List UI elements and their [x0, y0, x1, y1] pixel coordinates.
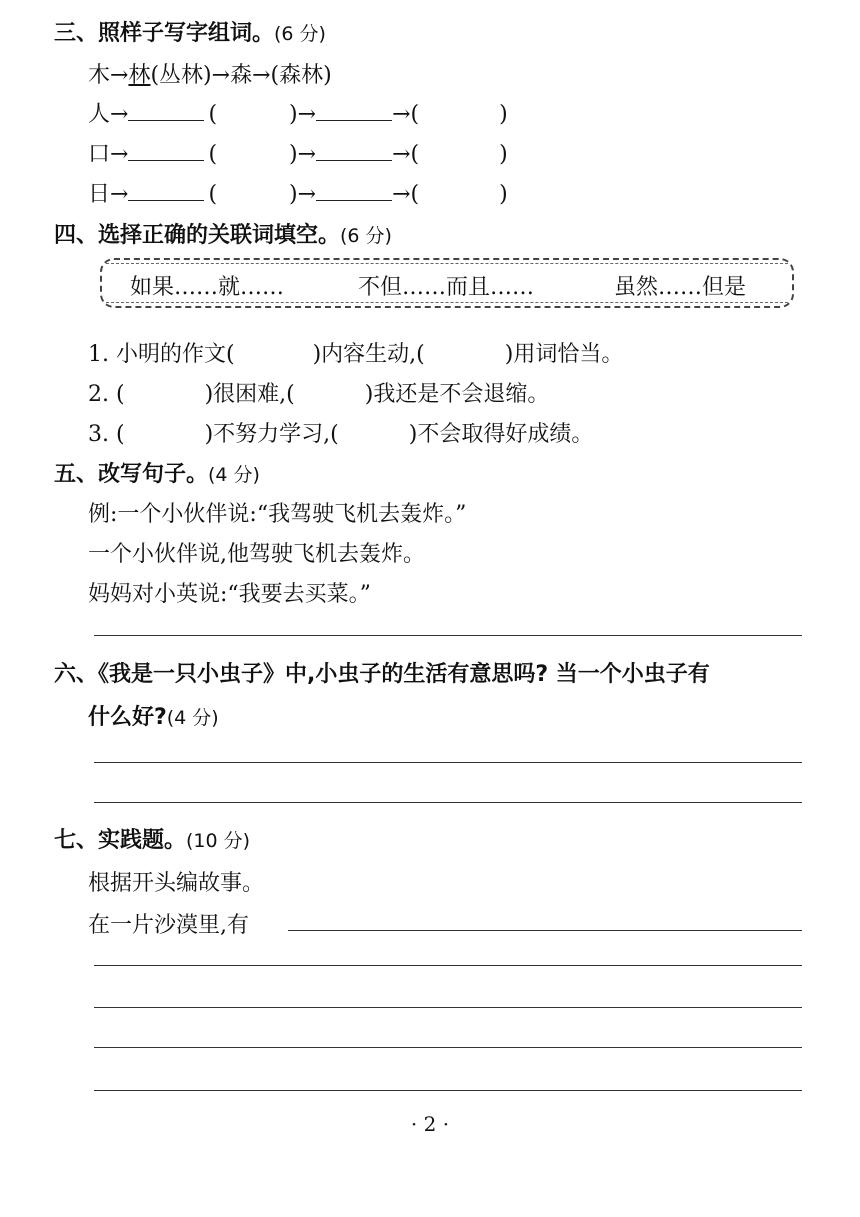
- word-bank-option-3: 虽然……但是: [614, 275, 747, 300]
- section-4-title: 四、选择正确的关联词填空。: [54, 223, 341, 248]
- word-row-3: [88, 177, 508, 208]
- rewrite-question: 妈妈对小英说:“我要去买菜。”: [88, 582, 371, 607]
- paren-open: (: [208, 102, 218, 127]
- story-instruction: 根据开头编故事。: [88, 871, 265, 896]
- word-row-2: [88, 137, 508, 168]
- story-answer-line[interactable]: [288, 930, 802, 931]
- item-text-c: )用词恰当。: [504, 342, 624, 367]
- word-row-1: [88, 97, 508, 128]
- section-6-heading-line-2: [88, 700, 219, 731]
- story-answer-line[interactable]: [94, 965, 802, 966]
- section-3-title: 三、照样子写字组词。: [54, 21, 275, 46]
- paren-open: (: [208, 182, 218, 207]
- paren-close-arrow: )→: [289, 142, 317, 167]
- item-text-c: )我还是不会退缩。: [364, 382, 550, 407]
- row-char: 口: [88, 142, 111, 167]
- example-char-3: 森: [230, 63, 253, 88]
- word-bank-option-2: 不但……而且……: [358, 275, 535, 300]
- answer-line[interactable]: [94, 762, 802, 763]
- example-word-1: (丛林): [150, 63, 212, 88]
- story-answer-line[interactable]: [94, 1007, 802, 1008]
- item-text-c: )不会取得好成绩。: [408, 422, 594, 447]
- rewrite-example-quote: 例:一个小伙伴说:“我驾驶飞机去轰炸。”: [88, 502, 467, 527]
- page-number: · 2 ·: [410, 1112, 450, 1136]
- arrow-icon: →: [110, 102, 129, 127]
- section-6-heading-line-1: 六、《我是一只小虫子》中,小虫子的生活有意思吗? 当一个小虫子有: [54, 662, 710, 687]
- section-7-title: 七、实践题。: [54, 828, 187, 853]
- example-char-1: 木: [88, 63, 111, 88]
- item-text-b: )很困难,(: [204, 382, 295, 407]
- answer-line[interactable]: [94, 635, 802, 636]
- story-answer-line[interactable]: [94, 1047, 802, 1048]
- arrow-paren-open: →(: [392, 142, 420, 167]
- fill-item-2: [88, 377, 549, 408]
- row-char: 日: [88, 182, 111, 207]
- answer-line[interactable]: [94, 802, 802, 803]
- blank-char-2[interactable]: [316, 182, 392, 201]
- example-row: [88, 58, 332, 89]
- story-starter: 在一片沙漠里,有: [88, 913, 249, 938]
- arrow-icon: →: [110, 182, 129, 207]
- arrow-icon: →: [252, 63, 271, 88]
- rewrite-example-result: 一个小伙伴说,他驾驶飞机去轰炸。: [88, 542, 425, 567]
- section-3-score: (6 分): [274, 23, 326, 45]
- blank-char-1[interactable]: [128, 102, 204, 121]
- item-text-a: 1. 小明的作文(: [88, 342, 235, 367]
- story-answer-line[interactable]: [94, 1090, 802, 1091]
- section-7-score: (10 分): [186, 830, 251, 852]
- section-3-heading: [54, 16, 326, 47]
- row-char: 人: [88, 102, 111, 127]
- word-bank-option-1: 如果……就……: [130, 275, 285, 300]
- arrow-paren-open: →(: [392, 102, 420, 127]
- fill-item-1: [88, 337, 623, 368]
- blank-char-2[interactable]: [316, 102, 392, 121]
- section-6-title: 什么好?: [88, 705, 167, 730]
- section-5-heading: [54, 457, 260, 488]
- example-char-2: 林: [128, 63, 151, 88]
- item-text-b: )内容生动,(: [312, 342, 425, 367]
- section-6-score: (4 分): [166, 707, 219, 729]
- paren-close-arrow: )→: [289, 102, 317, 127]
- section-5-title: 五、改写句子。: [54, 462, 209, 487]
- item-text-a: 2. (: [88, 382, 125, 407]
- paren-close-arrow: )→: [289, 182, 317, 207]
- section-7-heading: [54, 823, 250, 854]
- item-text-a: 3. (: [88, 422, 125, 447]
- paren-close: ): [499, 102, 508, 127]
- arrow-icon: →: [110, 63, 129, 88]
- arrow-icon: →: [211, 63, 231, 88]
- section-5-score: (4 分): [208, 464, 260, 486]
- blank-char-1[interactable]: [128, 142, 204, 161]
- section-4-score: (6 分): [340, 225, 392, 247]
- paren-open: (: [208, 142, 218, 167]
- paren-close: ): [499, 182, 508, 207]
- arrow-icon: →: [110, 142, 129, 167]
- fill-item-3: [88, 417, 593, 448]
- blank-char-2[interactable]: [316, 142, 392, 161]
- example-word-2: (森林): [270, 63, 332, 88]
- section-4-heading: [54, 218, 392, 249]
- paren-close: ): [499, 142, 508, 167]
- blank-char-1[interactable]: [128, 182, 204, 201]
- arrow-paren-open: →(: [392, 182, 420, 207]
- item-text-b: )不努力学习,(: [204, 422, 339, 447]
